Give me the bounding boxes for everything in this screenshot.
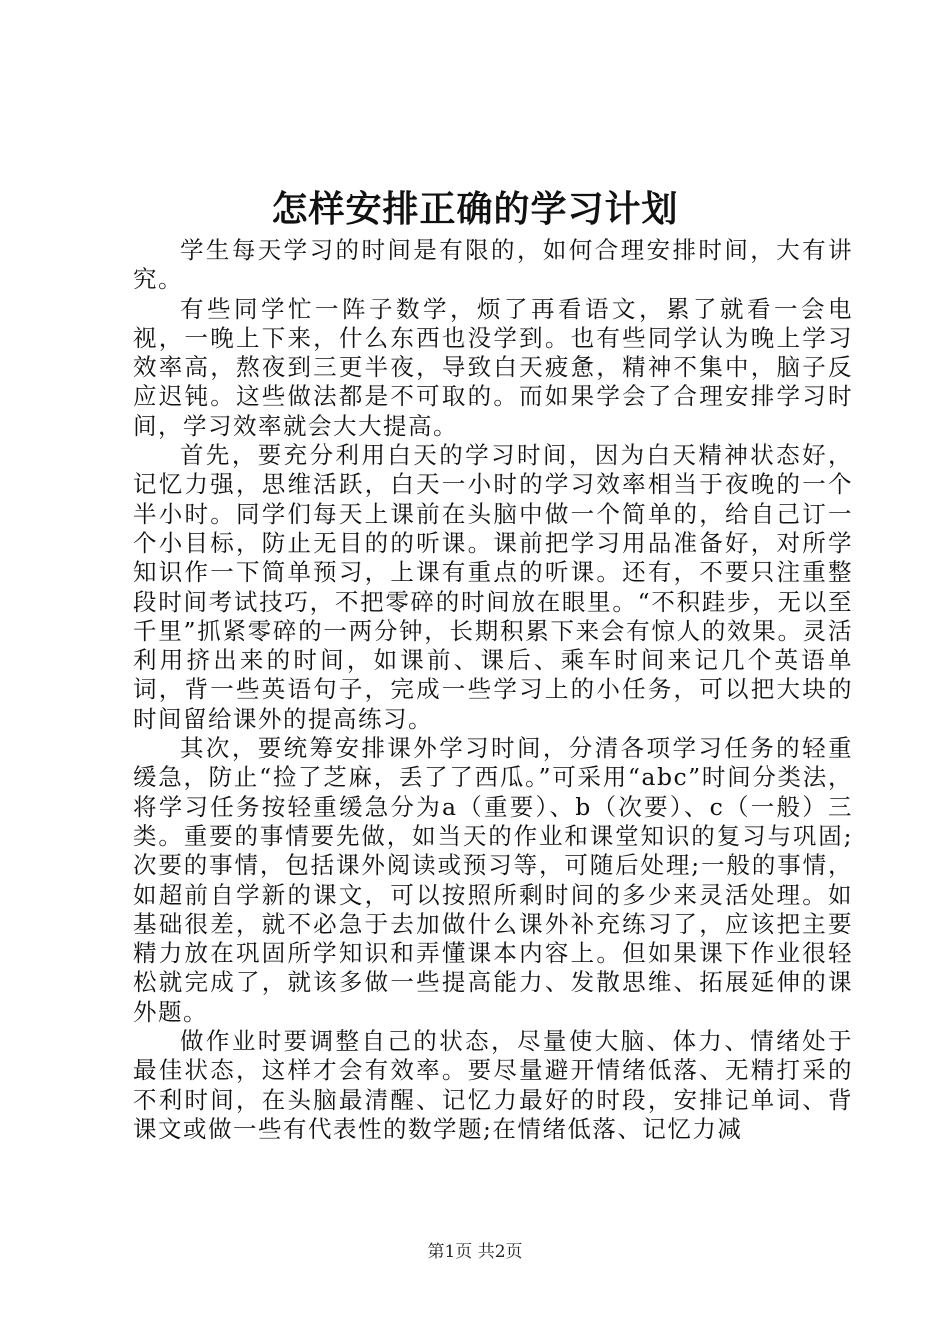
document-body: [133, 236, 853, 1144]
paragraph-abc-method: 其次，要统筹安排课外学习时间，分清各项学习任务的轻重缓急，防止“捡了芝麻，丢了了西瓜。”可采用“abc”时间分类法，将学习任务按轻重缓急分为a（重要）、b（次要）、c（一般）三类。重要的事情要先做，如当天的作业和课堂知识的复习与巩固;次要的事情，包括课外阅读或预习等，可随后处理;一般的事情，如超前自学新的课文，可以按照所剩时间的多少来灵活处理。如基础很差，就不必急于去加做什么课外补充练习了，应该把主要精力放在巩固所学知识和弄懂课本内容上。但如果课下作业很轻松就完成了，就该多做一些提高能力、发散思维、拓展延伸的课外题。: [133, 734, 853, 1026]
document-title: 怎样安排正确的学习计划: [271, 188, 679, 230]
paragraph-daytime-study: 首先，要充分利用白天的学习时间，因为白天精神状态好，记忆力强，思维活跃，白天一小时的学习效率相当于夜晚的一个半小时。同学们每天上课前在头脑中做一个简单的，给自己订一个小目标，防止无目的的听课。课前把学习用品准备好，对所学知识作一下简单预习，上课有重点的听课。还有，不要只注重整段时间考试技巧，不把零碎的时间放在眼里。“不积跬步，无以至千里”抓紧零碎的一两分钟，长期积累下来会有惊人的效果。灵活利用挤出来的时间，如课前、课后、乘车时间来记几个英语单词，背一些英语句子，完成一些学习上的小任务，可以把大块的时间留给课外的提高练习。: [133, 441, 853, 733]
page-number-footer: 第1页 共2页: [427, 1242, 523, 1262]
paragraph-bad-habits: 有些同学忙一阵子数学，烦了再看语文，累了就看一会电视，一晚上下来，什么东西也没学到。也有些同学认为晚上学习效率高，熬夜到三更半夜，导致白天疲惫，精神不集中，脑子反应迟钝。这些做法都是不可取的。而如果学会了合理安排学习时间，学习效率就会大大提高。: [133, 294, 853, 440]
paragraph-intro: 学生每天学习的时间是有限的，如何合理安排时间，大有讲究。: [133, 236, 853, 294]
paragraph-homework-state: 做作业时要调整自己的状态，尽量使大脑、体力、情绪处于最佳状态，这样才会有效率。要尽量避开情绪低落、无精打采的不利时间，在头脑最清醒、记忆力最好的时段，安排记单词、背课文或做一些有代表性的数学题;在情绪低落、记忆力减: [133, 1027, 853, 1143]
